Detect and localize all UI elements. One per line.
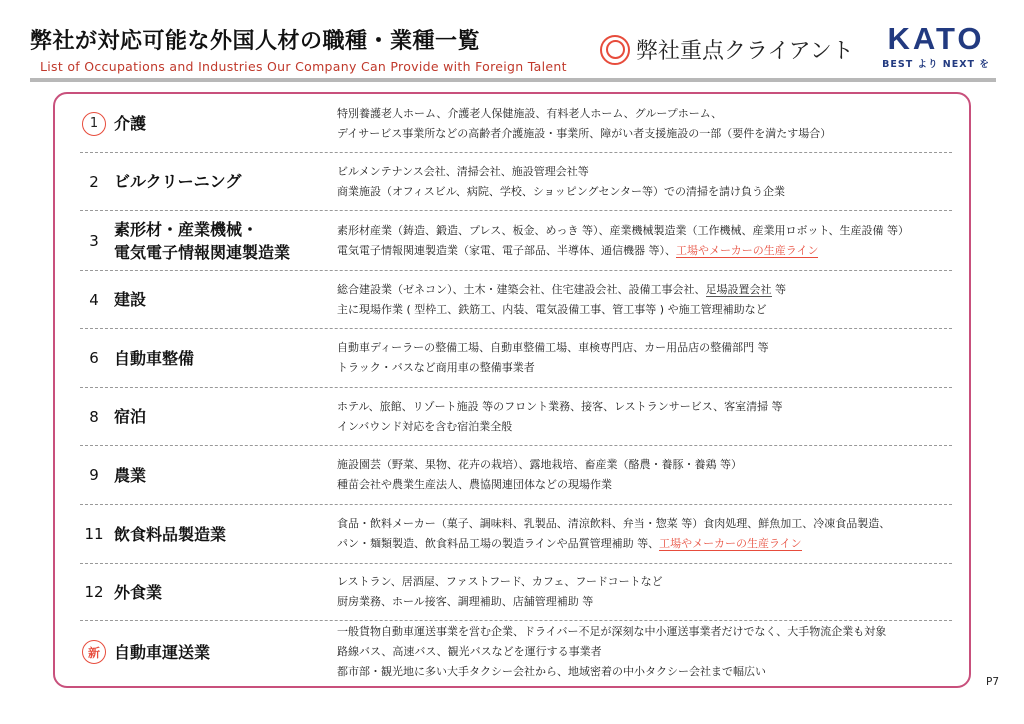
occupation-name-line: 自動車整備	[114, 348, 195, 368]
description-text: 特別養護老人ホーム、介護老人保健施設、有料老人ホーム、グループホーム、	[337, 106, 723, 120]
list-item	[80, 505, 952, 564]
occupation-number: 6	[89, 349, 99, 367]
occupation-description	[335, 338, 952, 378]
occupation-heading	[80, 112, 335, 136]
description-text: 施設園芸（野菜、果物、花卉の栽培）、露地栽培、畜産業（酪農・養豚・養鶏 等）	[337, 458, 742, 471]
description-text: トラック・バスなど商用車の整備事業者	[337, 361, 535, 374]
description-line	[337, 514, 952, 534]
page-title: 弊社が対応可能な外国人材の職種・業種一覧	[30, 29, 481, 54]
description-text: 主に現場作業 ( 型枠工、鉄筋工、内装、電気設備工事、管工事等 ) や施工管理補助など	[337, 302, 767, 316]
occupation-heading	[80, 170, 335, 193]
description-line	[337, 300, 952, 320]
description-line	[337, 662, 952, 682]
description-line	[337, 221, 952, 241]
description-text: 素形材産業（鋳造、鍛造、プレス、板金、めっき 等）、産業機械製造業（工作機械、産業用ロボット、生産設備 等）	[337, 223, 909, 237]
occupation-name	[114, 170, 241, 193]
logo-word: KATO	[887, 21, 985, 56]
description-line	[337, 475, 952, 495]
occupation-number: 1	[82, 112, 106, 136]
occupation-description	[335, 280, 952, 320]
occupation-name-line: 農業	[114, 465, 147, 485]
page-subtitle: List of Occupations and Industries Our Company Can Provide with Foreign Talent	[40, 59, 567, 74]
occupation-name-line: 素形材・産業機械・	[114, 219, 259, 239]
occupation-name	[114, 218, 290, 264]
list-item	[80, 388, 952, 446]
occupation-name-line: 電気電子情報関連製造業	[114, 242, 291, 262]
description-line	[337, 162, 952, 182]
list-item	[80, 211, 952, 271]
description-text: デイサービス事業所などの高齢者介護施設・事業所、障がい者支援施設の一部（要件を満たす場合）	[337, 126, 832, 140]
description-line	[337, 417, 952, 437]
description-line	[337, 338, 952, 358]
occupation-description	[335, 397, 952, 437]
occupation-name	[114, 288, 146, 311]
occupation-number: 11	[84, 525, 104, 543]
list-item	[80, 329, 952, 388]
occupation-description	[335, 514, 952, 554]
header-divider	[30, 78, 996, 82]
priority-client-text: 弊社重点クライアント	[636, 39, 854, 64]
occupation-name	[114, 464, 146, 487]
occupation-description	[335, 221, 952, 261]
priority-client-label	[600, 34, 854, 65]
occupation-description	[335, 622, 952, 682]
occupation-name-line: 宿泊	[114, 407, 147, 426]
description-text: レストラン、居酒屋、ファストフード、カフェ、フードコートなど	[337, 575, 663, 588]
occupation-number: 9	[89, 466, 99, 484]
list-item	[80, 95, 952, 153]
description-text: 商業施設（オフィスビル、病院、学校、ショッピングセンター等）での清掃を請け負う企業	[337, 184, 786, 198]
occupation-number: 2	[89, 172, 99, 191]
description-line	[337, 622, 952, 642]
new-badge-icon: 新	[82, 640, 106, 664]
description-line	[337, 280, 952, 300]
occupation-heading	[80, 288, 335, 311]
occupation-description	[335, 104, 952, 144]
occupation-name-line: 自動車運送業	[114, 642, 211, 662]
kato-logo	[878, 22, 994, 70]
list-item	[80, 564, 952, 621]
highlighted-text: 工場やメーカーの生産ライン	[676, 243, 819, 257]
occupation-heading	[80, 464, 335, 487]
occupation-heading	[80, 523, 335, 546]
description-line	[337, 241, 952, 261]
description-line	[337, 397, 952, 417]
underlined-text: 足場設置会社	[705, 282, 772, 296]
description-text: 等	[771, 282, 786, 296]
occupation-heading	[80, 347, 335, 370]
list-item	[80, 153, 952, 211]
list-item	[80, 271, 952, 329]
description-text: 種苗会社や農業生産法人、農協関連団体などの現場作業	[337, 478, 612, 491]
occupation-name-line: 飲食料品製造業	[114, 524, 227, 544]
occupation-number: 3	[89, 231, 99, 250]
occupation-name	[114, 347, 194, 370]
description-line	[337, 642, 952, 662]
occupation-number: 8	[89, 407, 99, 426]
description-text: ビルメンテナンス会社、清掃会社、施設管理会社等	[337, 164, 589, 178]
occupation-name-line: 介護	[114, 114, 147, 133]
occupation-name	[114, 641, 210, 664]
description-text: 一般貨物自動車運送事業を営む企業、ドライバー不足が深刻な中小運送事業者だけでなく、大手物流企業も対象	[337, 625, 887, 638]
description-text: 食品・飲料メーカー（菓子、調味料、乳製品、清涼飲料、弁当・惣菜 等）食肉処理、鮮魚加工、冷凍食品製造、	[337, 517, 891, 530]
list-item	[80, 621, 952, 683]
description-line	[337, 455, 952, 475]
description-line	[337, 104, 952, 124]
double-circle-icon	[600, 35, 630, 65]
occupation-name-line: ビルクリーニング	[114, 172, 242, 191]
description-line	[337, 124, 952, 144]
description-text: パン・麺類製造、飲食料品工場の製造ラインや品質管理補助 等、	[337, 537, 660, 550]
list-item	[80, 446, 952, 505]
description-line	[337, 534, 952, 554]
description-line	[337, 358, 952, 378]
occupation-name	[114, 523, 226, 546]
occupation-name	[114, 405, 146, 428]
occupation-heading	[80, 640, 335, 664]
occupation-description	[335, 162, 952, 202]
page-number: P7	[986, 676, 1000, 688]
occupation-name	[114, 581, 162, 604]
description-text: 都市部・観光地に多い大手タクシー会社から、地域密着の中小タクシー会社まで幅広い	[337, 665, 766, 678]
description-line	[337, 572, 952, 592]
description-text: 路線バス、高速バス、観光バスなどを運行する事業者	[337, 645, 602, 658]
occupation-description	[335, 572, 952, 612]
occupation-number: 12	[84, 583, 104, 601]
occupation-description	[335, 455, 952, 495]
description-text: 総合建設業（ゼネコン）、土木・建築会社、住宅建設会社、設備工事会社、	[337, 282, 706, 296]
description-line	[337, 182, 952, 202]
description-text: インバウンド対応を含む宿泊業全般	[337, 419, 513, 433]
occupation-list	[80, 95, 952, 683]
occupation-number: 4	[89, 290, 99, 309]
occupation-name-line: 外食業	[114, 582, 163, 602]
description-line	[337, 592, 952, 612]
occupation-heading	[80, 218, 335, 264]
description-text: 厨房業務、ホール接客、調理補助、店舗管理補助 等	[337, 595, 594, 608]
description-text: 電気電子情報関連製造業（家電、電子部品、半導体、通信機器 等）、	[337, 243, 676, 257]
occupation-name-line: 建設	[114, 290, 147, 309]
description-text: 自動車ディーラーの整備工場、自動車整備工場、車検専門店、カー用品店の整備部門 等	[337, 341, 769, 354]
logo-tagline: BEST より NEXT を	[882, 59, 990, 70]
highlighted-text: 工場やメーカーの生産ライン	[659, 537, 802, 550]
occupation-heading	[80, 581, 335, 604]
occupation-name	[114, 112, 146, 135]
description-text: ホテル、旅館、リゾート施設 等のフロント業務、接客、レストランサービス、客室清掃 等	[337, 399, 783, 413]
occupation-heading	[80, 405, 335, 428]
